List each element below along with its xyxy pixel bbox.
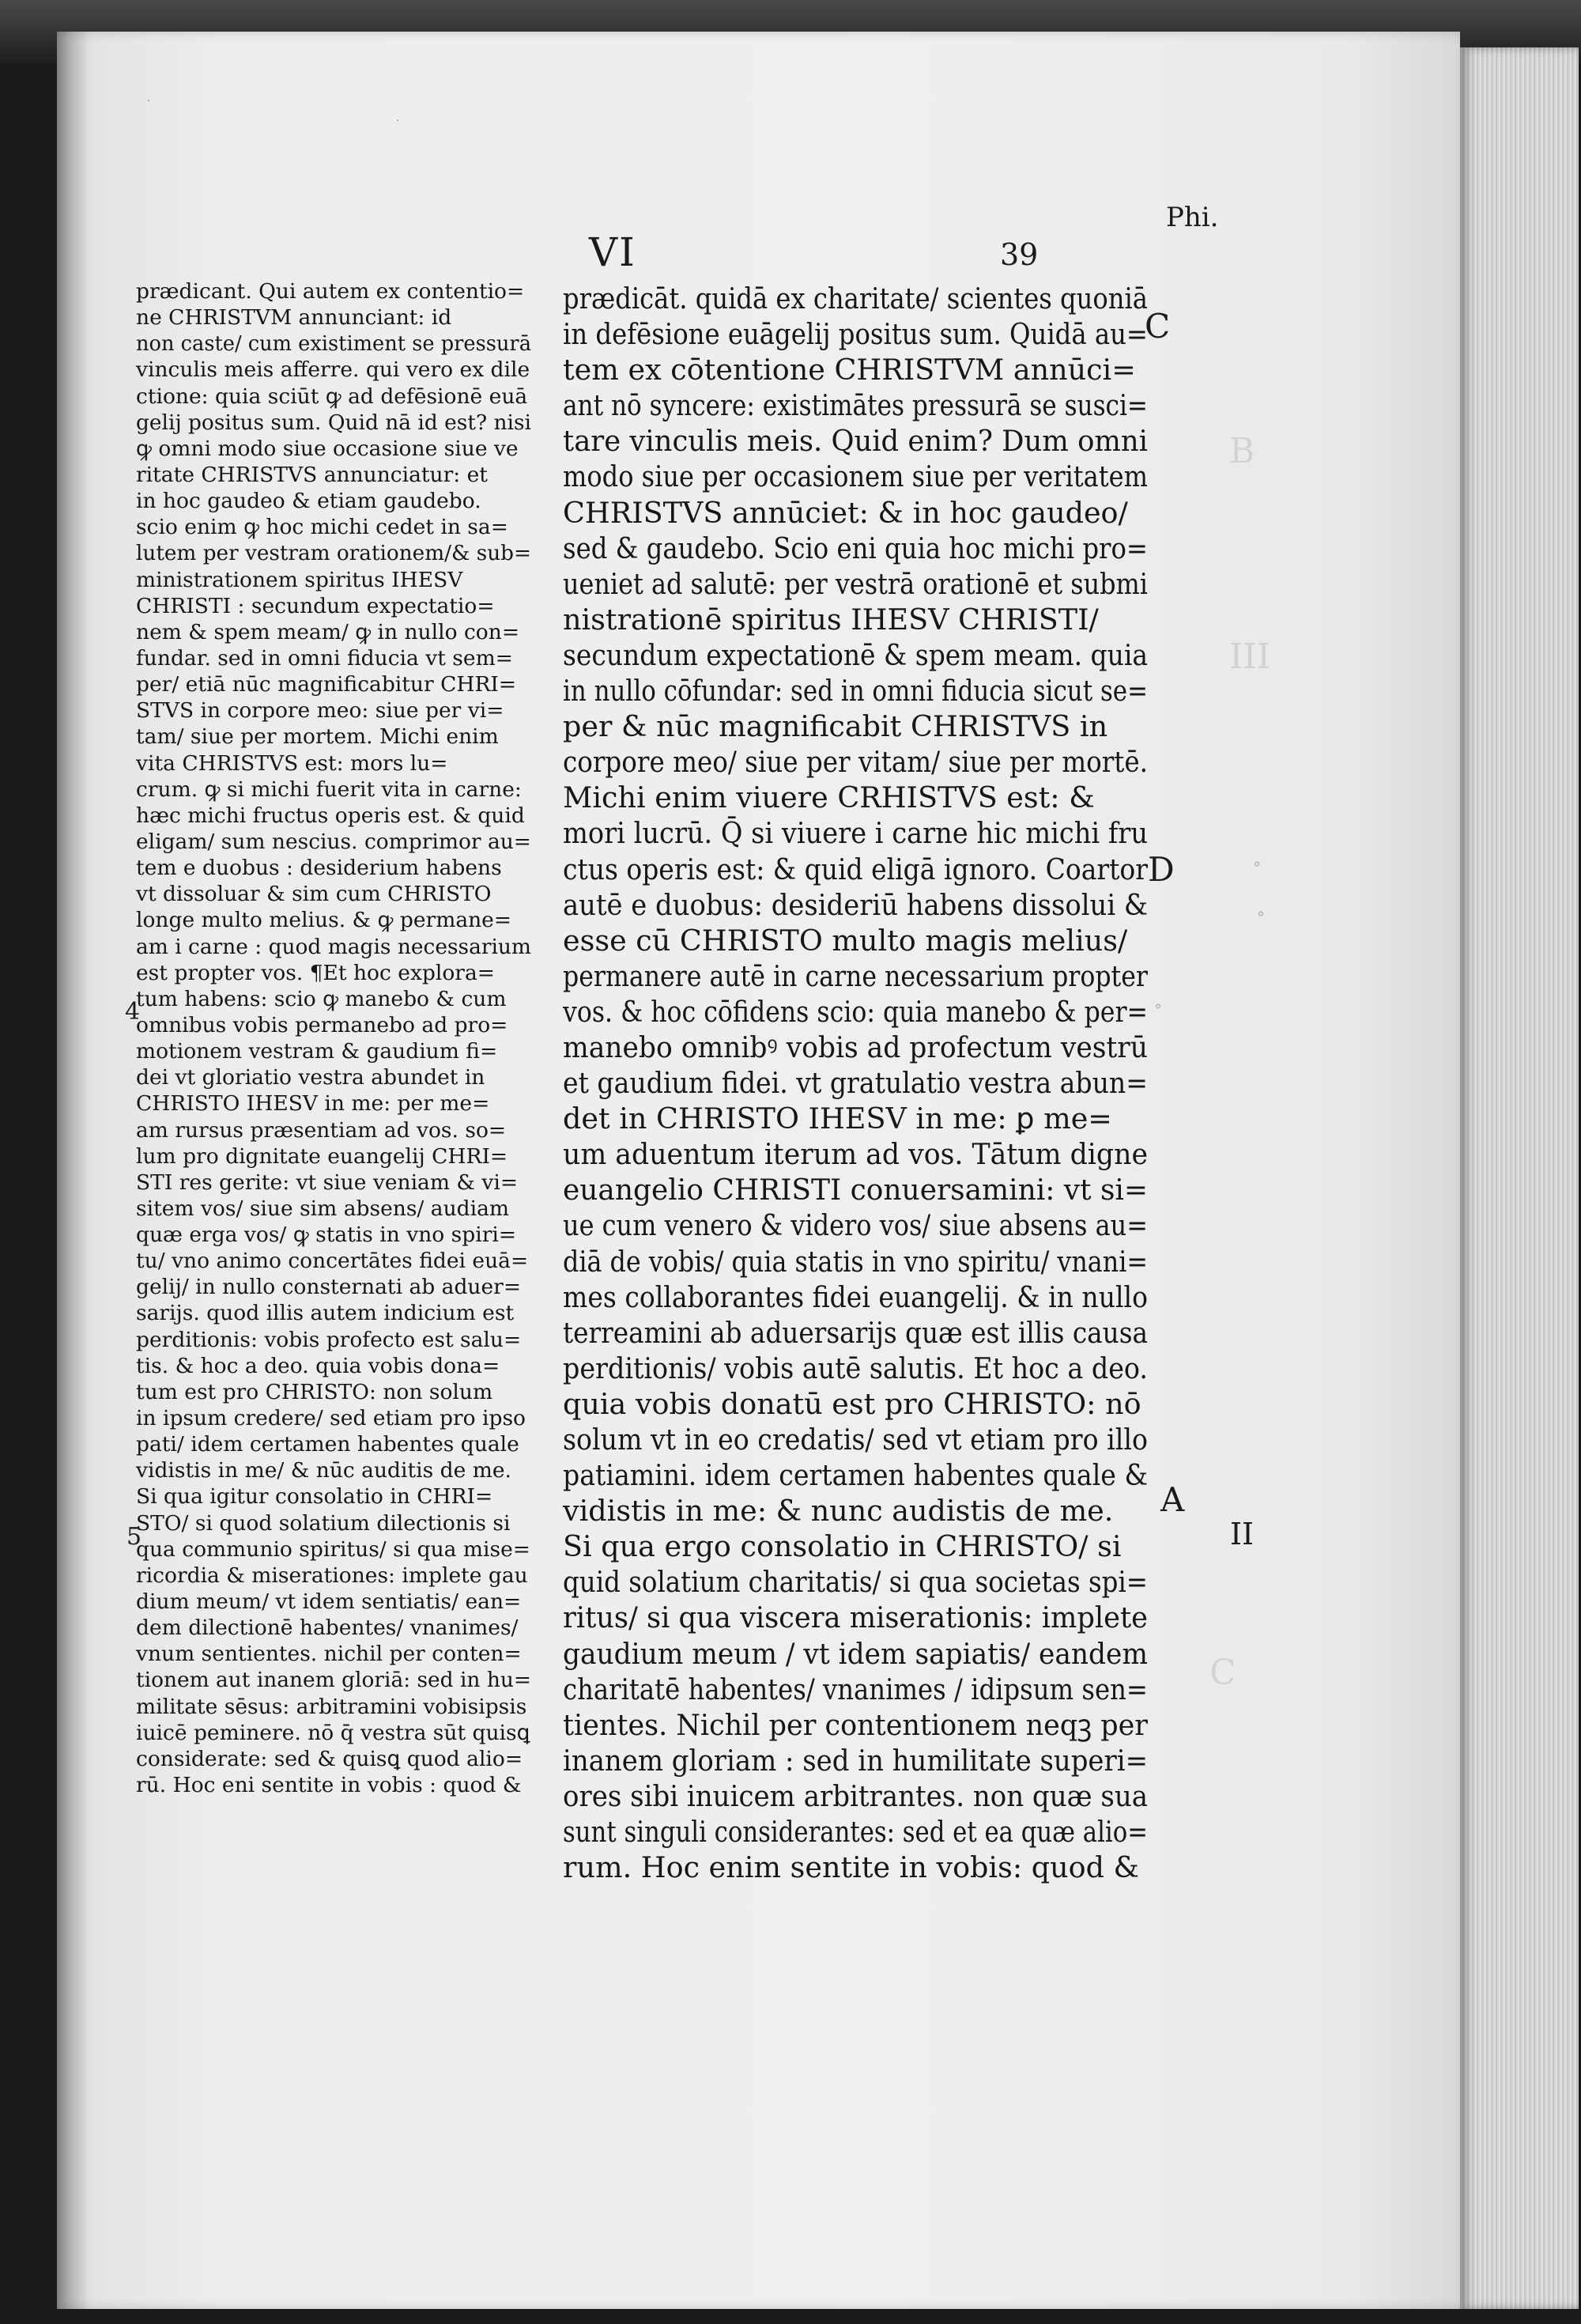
main-text-column [563,281,1164,1885]
gloss-line: perditionis: vobis profecto est salu= [136,1327,522,1352]
gloss-line: prædicant. Qui autem ex contentio= [136,279,525,304]
main-text-line: autē e duobus: desideriū habens dissolui & [563,887,1148,922]
main-text-line: terreamini ab aduersarijs quæ est illis causa [563,1315,1148,1350]
main-text-line: nistrationē spiritus IHESV CHRISTI/ [563,602,1099,637]
gloss-line: scio enim ꝙ hoc michi cedet in sa= [136,515,508,540]
stain-mark: ° [1257,908,1265,927]
gloss-line: pati/ idem certamen habentes quale [136,1432,519,1457]
main-text-line: ores sibi inuicem arbitrantes. non quæ sua [563,1778,1148,1813]
main-text-line: ue cum venero & videro vos/ siue absens au= [563,1208,1148,1243]
gloss-line: non caste/ cum existiment se pressurā [136,331,531,357]
main-text-line: um aduentum iterum ad vos. Tātum digne [563,1137,1148,1172]
main-text-line: ctus operis est: & quid eligā ignoro. Coartor [563,852,1148,886]
gloss-line: hæc michi fructus operis est. & quid [136,803,525,828]
gloss-line: gelij positus sum. Quid nā id est? nisi [136,410,531,435]
spine-shadow [57,32,89,2309]
gloss-line: militate sēsus: arbitramini vobisipsis [136,1694,527,1719]
main-text-line: tientes. Nichil per contentionem neqꝫ per [563,1707,1148,1742]
gloss-line: tionem aut inanem gloriā: sed in hu= [136,1668,531,1693]
gloss-line: in hoc gaudeo & etiam gaudebo. [136,489,481,514]
main-text-line: vos. & hoc cōfidens scio: quia manebo & per= [563,994,1148,1029]
gloss-line: longe multo melius. & ꝙ permane= [136,908,512,933]
main-text-line: permanere autē in carne necessarium propter [563,958,1148,993]
main-text-line: manebo omnibꝰ vobis ad profectum vestrū [563,1030,1148,1064]
gloss-line: am i carne : quod magis necessarium [136,934,531,959]
gloss-line: dium meum/ vt idem sentiatis/ ean= [136,1589,522,1615]
show-through-mark: III [1229,637,1271,677]
main-text-line: et gaudium fidei. vt gratulatio vestra abun= [563,1066,1148,1101]
gloss-line: tam/ siue per mortem. Michi enim [136,724,499,750]
gloss-line: considerate: sed & quisꝗ quod alio= [136,1746,523,1771]
gloss-line: vita CHRISTVS est: mors lu= [136,750,448,776]
margin-chapter-ii: II [1230,1517,1255,1551]
main-text-line: det in CHRISTO IHESV in me: ꝑ me= [563,1102,1112,1136]
margin-letter-d: D [1148,850,1175,889]
show-through-mark: C [1209,1653,1236,1693]
main-text-line: corpore meo/ siue per vitam/ siue per mortē. [563,745,1148,780]
gloss-line: ne CHRISTVM annunciant: id [136,305,452,331]
gloss-line: ꝙ omni modo siue occasione siue ve [136,436,519,461]
margin-letter-a: A [1160,1480,1185,1519]
main-text-line: gaudium meum / vt idem sapiatis/ eandem [563,1636,1148,1671]
gloss-line: tis. & hoc a deo. quia vobis dona= [136,1353,500,1378]
main-text-line: quia vobis donatū est pro CHRISTO: nō [563,1386,1141,1421]
main-text-line: solum vt in eo credatis/ sed vt etiam pro illo [563,1423,1148,1457]
main-text-line: quid solatium charitatis/ si qua societas spi= [563,1565,1148,1600]
gloss-line: iuicē peminere. nō q̄ vestra sūt quisꝗ [136,1720,530,1745]
margin-letter-c: C [1145,307,1171,346]
gloss-line: STI res gerite: vt siue veniam & vi= [136,1170,519,1195]
main-text-line: charitatē habentes/ vnanimes / idipsum sen= [563,1672,1148,1706]
gloss-line: omnibus vobis permanebo ad pro= [136,1012,508,1037]
gloss-line: tem e duobus : desiderium habens [136,856,502,881]
running-head-folio: VI [589,229,636,275]
stain-mark: ° [1154,1000,1162,1019]
main-text-line: in defēsione euāgelij positus sum. Quidā au= [563,317,1148,352]
main-text-line: tem ex cōtentione CHRISTVM annūci= [563,353,1136,387]
main-text-line: rum. Hoc enim sentite in vobis: quod & [563,1850,1140,1885]
gloss-line: quæ erga vos/ ꝙ statis in vno spiri= [136,1222,517,1248]
main-text-line: ant nō syncere: existimātes pressurā se susci= [563,388,1148,423]
show-through-mark: B [1229,431,1255,471]
gloss-column [136,278,531,1798]
gloss-line: vnum sentientes. nichil per conten= [136,1642,522,1667]
main-text-line: ritus/ si qua viscera miserationis: implete [563,1600,1148,1635]
main-text-line: mori lucrū. Q̄ si viuere i carne hic michi fru [563,816,1148,851]
main-text-line: esse cū CHRISTO multo magis melius/ [563,923,1128,958]
gloss-line: STVS in corpore meo: siue per vi= [136,698,504,724]
gloss-line: lum pro dignitate euangelij CHRI= [136,1143,508,1169]
main-text-line: tare vinculis meis. Quid enim? Dum omni [563,424,1148,459]
main-text-line: sed & gaudebo. Scio eni quia hoc michi pro= [563,531,1148,565]
main-text-line: mes collaborantes fidei euangelij. & in nullo [563,1279,1148,1314]
main-text-line: inanem gloriam : sed in humilitate superi= [563,1743,1148,1778]
main-text-line: per & nūc magnificabit CHRISTVS in [563,709,1108,744]
gloss-line: Si qua igitur consolatio in CHRI= [136,1484,493,1510]
gloss-line: tum est pro CHRISTO: non solum [136,1379,493,1404]
gloss-line: dei vt gloriatio vestra abundet in [136,1065,485,1090]
gloss-line: ctione: quia sciūt ꝙ ad defēsionē euā [136,384,528,409]
gloss-line: fundar. sed in omni fiducia vt sem= [136,645,513,671]
gloss-line: sarijs. quod illis autem indicium est [136,1301,515,1326]
gloss-line: in ipsum credere/ sed etiam pro ipso [136,1406,526,1431]
gloss-line: ministrationem spiritus IHESV [136,567,463,592]
gloss-line: per/ etiā nūc magnificabitur CHRI= [136,672,517,697]
verse-number-4: 4 [125,998,141,1026]
gloss-line: tum habens: scio ꝙ manebo & cum [136,986,507,1011]
main-text-line: euangelio CHRISTI conuersamini: vt si= [563,1173,1148,1207]
gloss-line: tu/ vno animo concertātes fidei euā= [136,1249,529,1274]
page-number: 39 [1000,237,1039,272]
running-head-corner: Phi. [1166,202,1219,233]
main-text-line: modo siue per occasionem siue per veritatem [563,459,1148,494]
gloss-line: dem dilectionē habentes/ vnanimes/ [136,1615,519,1641]
gloss-line: rū. Hoc eni sentite in vobis : quod & [136,1773,522,1798]
gloss-line: lutem per vestram orationem/& sub= [136,541,531,566]
gloss-line: ricordia & miserationes: implete gau [136,1563,528,1588]
stain-mark: ° [1253,858,1261,877]
stain-mark: · [146,91,152,110]
gloss-line: vinculis meis afferre. qui vero ex dile [136,357,530,383]
main-text-line: CHRISTVS annūciet: & in hoc gaudeo/ [563,495,1128,530]
main-text-line: vidistis in me: & nunc audistis de me. [563,1494,1114,1529]
gloss-line: nem & spem meam/ ꝙ in nullo con= [136,619,520,644]
main-text-line: sunt singuli considerantes: sed et ea quæ alio= [563,1815,1148,1850]
gloss-line: motionem vestram & gaudium fi= [136,1039,498,1064]
gloss-line: est propter vos. ¶Et hoc explora= [136,960,495,985]
main-text-line: secundum expectationē & spem meam. quia [563,637,1148,672]
gloss-line: crum. ꝙ si michi fuerit vita in carne: [136,777,522,802]
gloss-line: vt dissoluar & sim cum CHRISTO [136,882,492,907]
main-text-line: Michi enim viuere CRHISTVS est: & [563,780,1095,815]
gloss-line: eligam/ sum nescius. comprimor au= [136,829,531,854]
main-text-line: Si qua ergo consolatio in CHRISTO/ si [563,1529,1122,1564]
gloss-line: gelij/ in nullo consternati ab aduer= [136,1275,522,1300]
gloss-line: sitem vos/ siue sim absens/ audiam [136,1196,510,1221]
main-text-line: in nullo cōfundar: sed in omni fiducia sicut se= [563,674,1148,709]
gloss-line: STO/ si quod solatium dilectionis si [136,1510,511,1536]
main-text-line: perditionis/ vobis autē salutis. Et hoc a deo. [563,1351,1148,1385]
main-text-line: diā de vobis/ quia statis in vno spiritu/ vnani= [563,1244,1148,1279]
gloss-line: vidistis in me/ & nūc auditis de me. [136,1458,511,1483]
stain-mark: · [395,111,401,130]
verse-number-5: 5 [126,1523,142,1551]
gloss-line: CHRISTO IHESV in me: per me= [136,1091,490,1117]
gloss-line: qua communio spiritus/ si qua mise= [136,1536,530,1562]
gloss-line: am rursus præsentiam ad vos. so= [136,1117,507,1143]
main-text-line: patiamini. idem certamen habentes quale & [563,1458,1148,1493]
page-edges [1460,47,1579,2309]
gloss-line: CHRISTI : secundum expectatio= [136,593,495,618]
main-text-line: prædicāt. quidā ex charitate/ scientes quoniā [563,282,1148,316]
main-text-line: ueniet ad salutē: per vestrā orationē et submi [563,566,1148,601]
gloss-line: ritate CHRISTVS annunciatur: et [136,462,488,487]
